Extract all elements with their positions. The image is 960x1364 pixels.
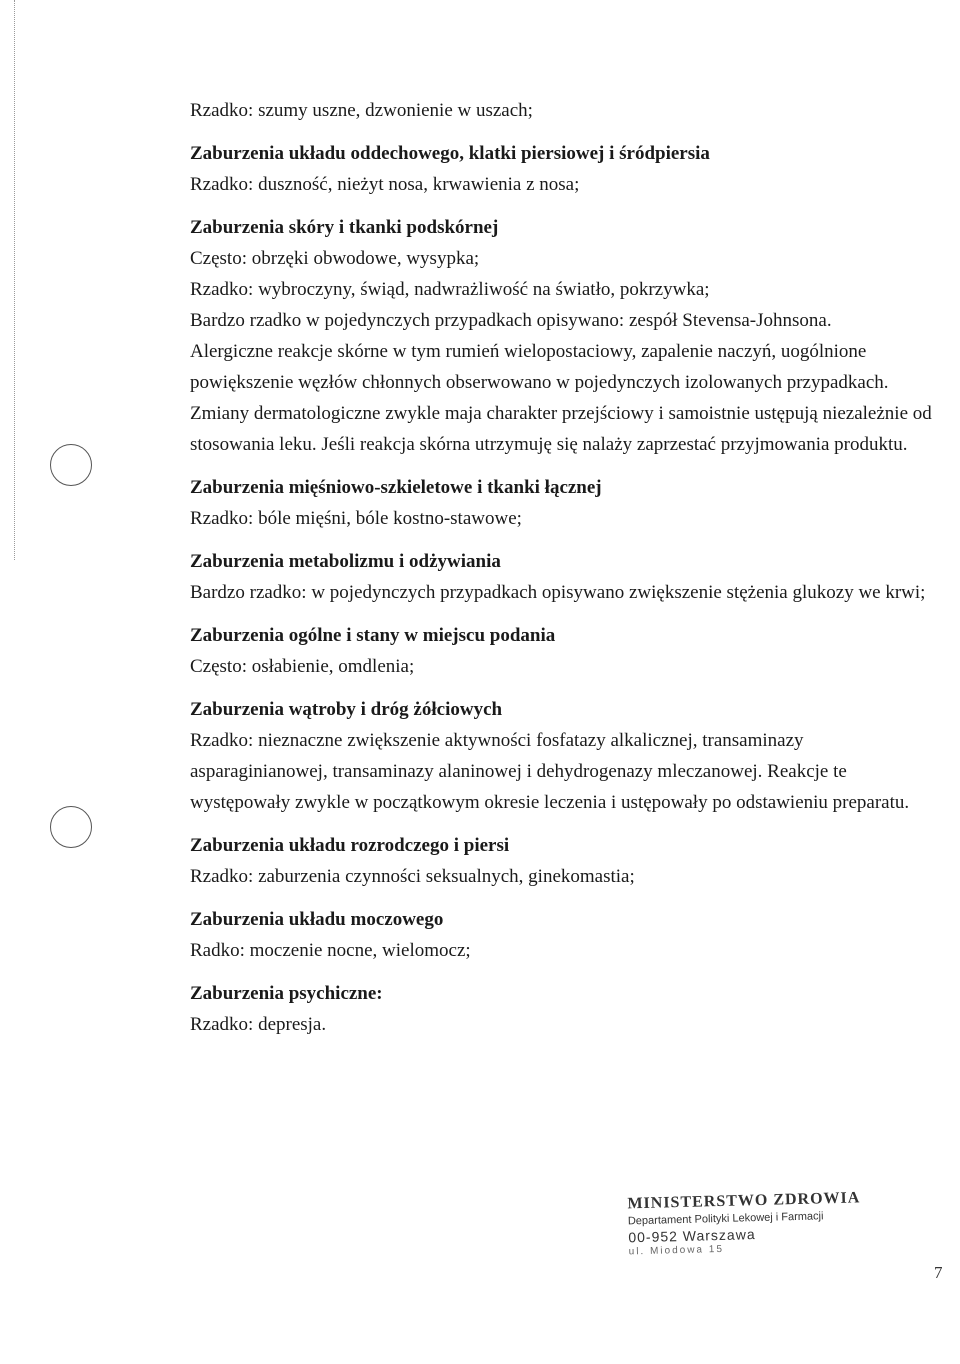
stamp-department: Departament Polityki Lekowej i Farmacji bbox=[627, 1210, 824, 1228]
section-heading: Zaburzenia układu oddechowego, klatki piersiowej i śródpiersia bbox=[190, 143, 710, 164]
section-paragraph: Alergiczne reakcje skórne w tym rumień wielopostaciowy, zapalenie naczyń, uogólnione powiększenie węzłów chłonnych obserwowano w pojedynczych izolowanych przypadkach. Zmiany dermatologiczne zwykle maja charakter przejściowy i samoistnie ustępują niezależnie od stosowania leku. Jeśli reakcja skórna utrzymuję się nalaży zaprzestać przyjmowania produktu. bbox=[190, 341, 932, 455]
document-body bbox=[190, 95, 935, 1052]
punch-hole-top bbox=[50, 444, 92, 486]
section-skin bbox=[190, 212, 935, 460]
stamp-street: ul. Miodowa 15 bbox=[628, 1243, 725, 1258]
section-heading: Zaburzenia psychiczne: bbox=[190, 983, 383, 1004]
section-urinary bbox=[190, 904, 935, 966]
section-reproductive bbox=[190, 830, 935, 892]
scan-edge-marks bbox=[0, 0, 15, 560]
section-line: Bardzo rzadko w pojedynczych przypadkach opisywano: zespół Stevensa-Johnsona. bbox=[190, 310, 832, 331]
section-heading: Zaburzenia układu moczowego bbox=[190, 909, 444, 930]
section-respiratory bbox=[190, 138, 935, 200]
section-paragraph: Bardzo rzadko: w pojedynczych przypadkach opisywano zwiększenie stężenia glukozy we krwi; bbox=[190, 582, 926, 603]
section-line: Często: osłabienie, omdlenia; bbox=[190, 656, 415, 677]
section-line: Rzadko: zaburzenia czynności seksualnych, ginekomastia; bbox=[190, 866, 635, 887]
section-heading: Zaburzenia skóry i tkanki podskórnej bbox=[190, 217, 499, 238]
section-line: Często: obrzęki obwodowe, wysypka; bbox=[190, 248, 480, 269]
section-line: Rzadko: wybroczyny, świąd, nadwrażliwość na światło, pokrzywka; bbox=[190, 279, 710, 300]
stamp-title: MINISTERSTWO ZDROWIA bbox=[627, 1189, 861, 1213]
section-line: Rzadko: bóle mięśni, bóle kostno-stawowe; bbox=[190, 508, 522, 529]
punch-hole-bottom bbox=[50, 806, 92, 848]
section-general bbox=[190, 620, 935, 682]
intro-line: Rzadko: szumy uszne, dzwonienie w uszach; bbox=[190, 100, 533, 121]
section-line: Rzadko: depresja. bbox=[190, 1014, 327, 1035]
section-psychiatric bbox=[190, 978, 935, 1040]
section-heading: Zaburzenia mięśniowo-szkieletowe i tkanki łącznej bbox=[190, 477, 602, 498]
page-number: 7 bbox=[934, 1263, 943, 1282]
section-musculoskeletal bbox=[190, 472, 935, 534]
section-liver bbox=[190, 694, 935, 818]
section-metabolism bbox=[190, 546, 935, 608]
section-paragraph: Rzadko: nieznaczne zwiększenie aktywności fosfatazy alkalicznej, transaminazy asparaginianowej, transaminazy alaninowej i dehydrogenazy mleczanowej. Reakcje te występowały zwykle w początkowym okresie leczenia i ustępowały po odstawieniu preparatu. bbox=[190, 730, 910, 813]
section-heading: Zaburzenia układu rozrodczego i piersi bbox=[190, 835, 510, 856]
section-line: Rzadko: duszność, nieżyt nosa, krwawienia z nosa; bbox=[190, 174, 580, 195]
section-heading: Zaburzenia wątroby i dróg żółciowych bbox=[190, 699, 503, 720]
section-heading: Zaburzenia ogólne i stany w miejscu podania bbox=[190, 625, 556, 646]
section-heading: Zaburzenia metabolizmu i odżywiania bbox=[190, 551, 501, 572]
ministry-stamp bbox=[627, 1189, 889, 1258]
section-line: Radko: moczenie nocne, wielomocz; bbox=[190, 940, 471, 961]
stamp-city: 00-952 Warszawa bbox=[628, 1226, 756, 1246]
